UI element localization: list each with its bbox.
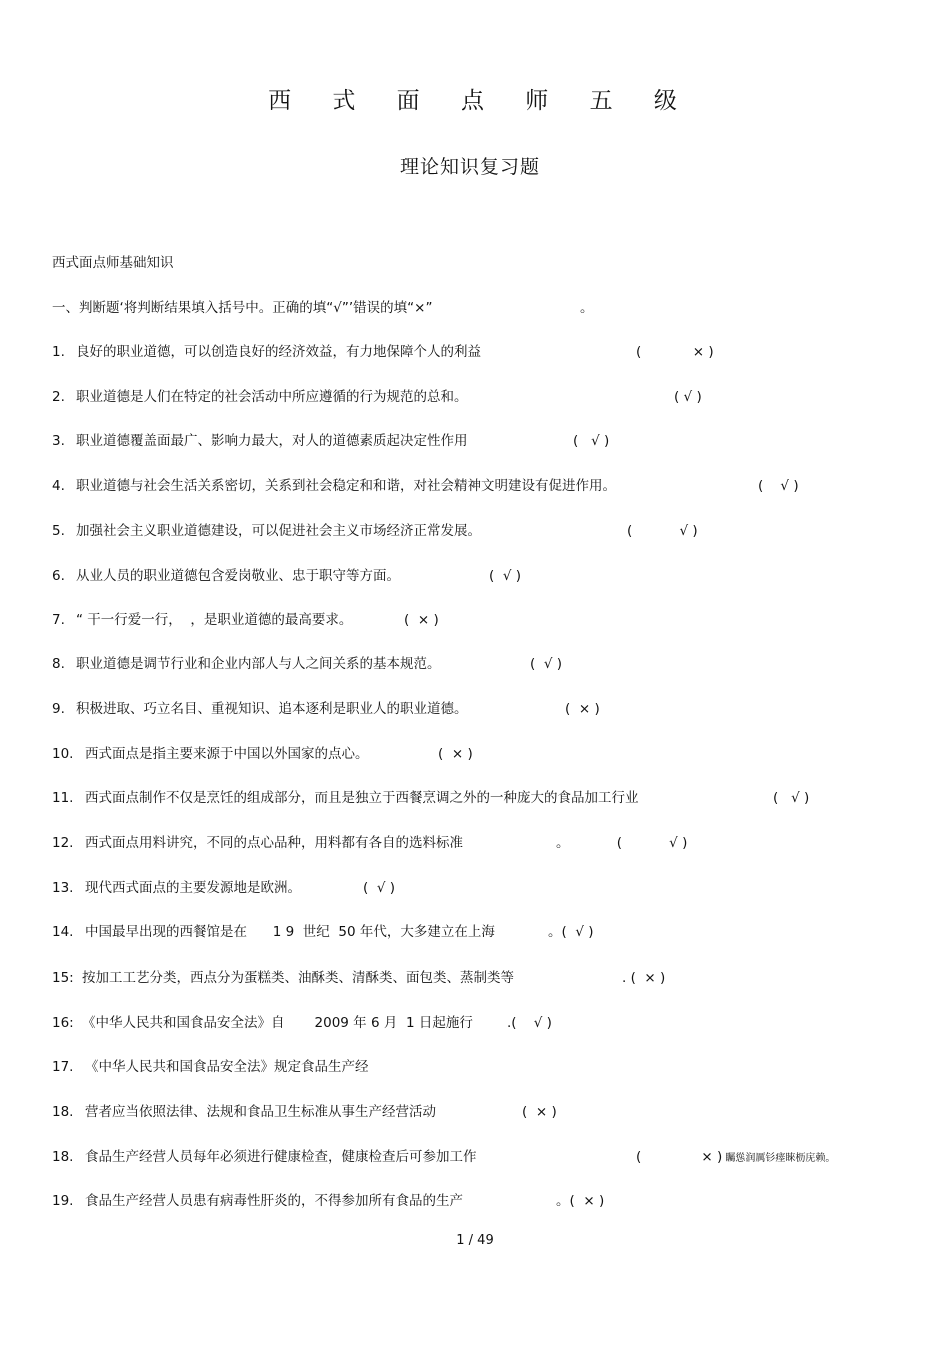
question-item (52, 745, 369, 763)
question-text: 加强社会主义职业道德建设，可以促进社会主义市场经济正常发展。 (76, 523, 481, 539)
question-text: 职业道德与社会生活关系密切，关系到社会稳定和和谐，对社会精神文明建设有促进作用。 (76, 478, 616, 494)
question-number: 1. (52, 344, 65, 360)
question-number: 18. (52, 1149, 74, 1165)
document-subtitle: 理论知识复习题 (399, 156, 540, 178)
question-item (52, 611, 352, 629)
page-number: 1 / 49 (456, 1233, 494, 1248)
answer-mark: . ( × ) (622, 970, 666, 986)
question-number: 14. (52, 924, 74, 940)
watermark-text: 矚慫润厲钐瘗睞枥庑赖。 (722, 1153, 836, 1164)
question-text: “ 干一行爱一行， ，是职业道德的最高要求。 (76, 612, 353, 628)
question-text: 良好的职业道德，可以创造良好的经济效益，有力地保障个人的利益 (76, 344, 481, 360)
question-text: 西式面点制作不仅是烹饪的组成部分，而且是独立于西餐烹调之外的一种庞大的食品加工行业 (85, 790, 639, 806)
question-item (52, 700, 468, 718)
answer-mark: ( √ ) (758, 478, 799, 494)
question-text: 职业道德覆盖面最广、影响力最大，对人的道德素质起决定性作用 (76, 433, 468, 449)
question-item (52, 1058, 369, 1076)
question-item (52, 1148, 477, 1166)
question-item (52, 923, 495, 941)
question-text: 中国最早出现的西餐馆是在 1 9 世纪 50 年代，大多建立在上海 (85, 924, 495, 940)
question-item (52, 388, 468, 406)
instruction-end: 。 (580, 300, 594, 316)
answer-mark: ( × ) (404, 612, 439, 628)
answer-mark: ( √ ) (489, 568, 522, 584)
question-number: 18. (52, 1104, 74, 1120)
question-item (52, 1014, 473, 1032)
answer-mark: ( √ ) (627, 523, 698, 539)
question-item (52, 655, 441, 673)
question-number: 6. (52, 568, 65, 584)
answer-mark: 。 ( √ ) (556, 835, 688, 851)
question-number: 15: (52, 970, 74, 986)
question-item (52, 432, 468, 450)
question-item (52, 477, 616, 495)
question-item (52, 834, 463, 852)
question-number: 3. (52, 433, 65, 449)
answer-mark: ( × ) (565, 701, 600, 717)
question-text: 从业人员的职业道德包含爱岗敬业、忠于职守等方面。 (76, 568, 400, 584)
question-text: 现代西式面点的主要发源地是欧洲。 (85, 880, 301, 896)
question-text: 按加工工艺分类，西点分为蛋糕类、油酥类、清酥类、面包类、蒸制类等 (82, 970, 514, 986)
question-item (52, 343, 481, 361)
question-item (52, 879, 301, 897)
answer-mark: ( × ) (522, 1104, 557, 1120)
answer-mark: ( √ ) (363, 880, 396, 896)
document-title: 西 式 面 点 师 五 级 (268, 88, 694, 114)
question-number: 4. (52, 478, 65, 494)
question-item (52, 969, 514, 987)
question-item (52, 789, 639, 807)
answer-mark: ( × ) (438, 746, 473, 762)
section-heading: 西式面点师基础知识 (52, 255, 174, 271)
answer-mark: ( √ ) (573, 433, 610, 449)
answer-mark: .( √ ) (507, 1015, 552, 1031)
question-number: 11. (52, 790, 74, 806)
question-text: 《中华人民共和国食品安全法》规定食品生产经 (85, 1059, 369, 1075)
question-text: 积极进取、巧立名目、重视知识、追本逐利是职业人的职业道德。 (76, 701, 468, 717)
answer-mark: ( × ) (636, 344, 714, 360)
question-item (52, 567, 400, 585)
question-text: 职业道德是调节行业和企业内部人与人之间关系的基本规范。 (76, 656, 441, 672)
question-number: 8. (52, 656, 65, 672)
question-text: 职业道德是人们在特定的社会活动中所应遵循的行为规范的总和。 (76, 389, 468, 405)
answer-mark: ( √ ) (674, 389, 702, 405)
question-text: 西式面点用料讲究，不同的点心品种，用料都有各自的选料标准 (85, 835, 463, 851)
question-number: 13. (52, 880, 74, 896)
question-text: 食品生产经营人员患有病毒性肝炎的，不得参加所有食品的生产 (85, 1193, 463, 1209)
question-item (52, 1192, 463, 1210)
question-number: 12. (52, 835, 74, 851)
question-number: 10. (52, 746, 74, 762)
question-text: 西式面点是指主要来源于中国以外国家的点心。 (85, 746, 369, 762)
answer-mark: ( √ ) (530, 656, 563, 672)
question-number: 19. (52, 1193, 74, 1209)
answer-mark: 。( × ) (556, 1193, 605, 1209)
answer-mark: 。( √ ) (548, 924, 594, 940)
question-number: 9. (52, 701, 65, 717)
question-number: 2. (52, 389, 65, 405)
question-number: 17. (52, 1059, 74, 1075)
question-item (52, 522, 481, 540)
question-number: 5. (52, 523, 65, 539)
question-number: 7. (52, 612, 65, 628)
question-text: 营者应当依照法律、法规和食品卫生标准从事生产经营活动 (85, 1104, 436, 1120)
question-text: 食品生产经营人员每年必须进行健康检查，健康检查后可参加工作 (85, 1149, 477, 1165)
question-text: 《中华人民共和国食品安全法》自 2009 年 6 月 1 日起施行 (82, 1015, 473, 1031)
instruction-text: 一、判断题‘将判断结果填入括号中。正确的填“√”’错误的填“×” (52, 300, 433, 316)
question-item (52, 1103, 436, 1121)
answer-mark: ( × ) 矚慫润厲钐瘗睞枥庑赖。 (636, 1149, 836, 1165)
answer-mark: ( √ ) (773, 790, 810, 806)
question-number: 16: (52, 1015, 74, 1031)
